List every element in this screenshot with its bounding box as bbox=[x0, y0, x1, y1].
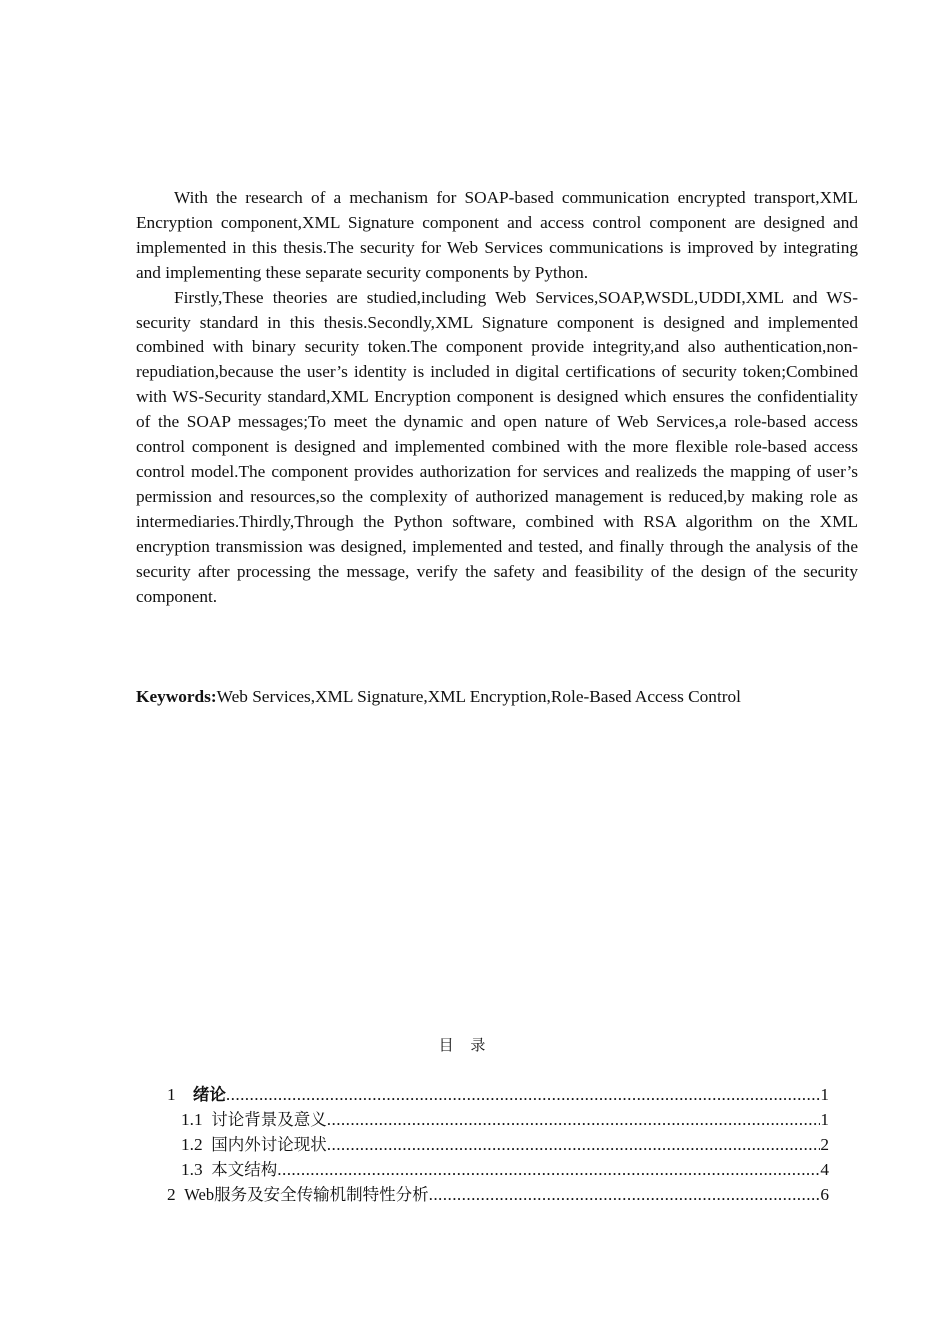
toc-leader-dots bbox=[327, 1132, 821, 1157]
toc-leader-dots bbox=[327, 1107, 821, 1132]
toc-entry-number: 1.3 bbox=[181, 1160, 212, 1179]
toc-entry-page: 6 bbox=[820, 1185, 829, 1204]
toc-entry-number: 1 bbox=[167, 1085, 193, 1104]
toc-entry-page: 4 bbox=[820, 1160, 829, 1179]
abstract bbox=[136, 186, 858, 609]
toc-leader-dots bbox=[429, 1182, 821, 1207]
keywords-line bbox=[136, 685, 858, 710]
toc-entry-1-3[interactable] bbox=[181, 1157, 829, 1182]
abstract-paragraph-1: With the research of a mechanism for SOAP-based communication encrypted transport,XML Encryption component,XML Signature component and access control component are designed and implemented in this thesis.The security for Web Services communications is improved by integrating and implementing these separate security components by Python. bbox=[136, 188, 858, 282]
toc-entry-label: 国内外讨论现状 bbox=[211, 1135, 327, 1154]
toc-entry-label-cjk: 服务及安全传输机制特性分析 bbox=[214, 1185, 429, 1204]
toc-entry-label: 讨论背景及意义 bbox=[211, 1110, 327, 1129]
toc-title: 目 录 bbox=[438, 1036, 492, 1054]
toc-entry-number: 1.1 bbox=[181, 1110, 212, 1129]
toc-entry-label bbox=[184, 1182, 428, 1207]
toc-entry-page: 2 bbox=[820, 1135, 829, 1154]
toc-entry-label: 绪论 bbox=[192, 1085, 226, 1104]
keywords-label: Keywords: bbox=[136, 687, 217, 706]
toc-leader-dots bbox=[226, 1082, 820, 1107]
toc-entry-page: 1 bbox=[820, 1110, 829, 1129]
toc-entry-page: 1 bbox=[820, 1085, 829, 1104]
toc-entry-number: 1.2 bbox=[181, 1135, 212, 1154]
toc-entry-2[interactable] bbox=[167, 1182, 829, 1207]
toc-entry-number: 2 bbox=[167, 1185, 185, 1204]
toc-entry-1-1[interactable] bbox=[181, 1107, 829, 1132]
toc-entry-label: 本文结构 bbox=[211, 1160, 278, 1179]
keywords-text: Web Services,XML Signature,XML Encryption,Role-Based Access Control bbox=[216, 687, 741, 706]
abstract-paragraph-2: Firstly,These theories are studied,including Web Services,SOAP,WSDL,UDDI,XML and WS-security standard in this thesis.Secondly,XML Signature component is designed and implemented combined with binary security token.The component provide integrity,and also authentication,non-repudiation,because the user’s identity is included in digital certifications of security token;Combined with WS-Security standard,XML Encryption component is designed which ensures the confidentiality of the SOAP messages;To meet the dynamic and open nature of Web Services,a role-based access control component is designed and implemented combined with the more flexible role-based access control model.The component provides authorization for services and realizeds the mapping of user’s permission and resources,so the complexity of authorized management is reduced,by making role as intermediaries.Thirdly,Through the Python software, combined with RSA algorithm on the XML encryption transmission was designed, implemented and tested, and finally through the analysis of the security after processing the message, verify the safety and feasibility of the design of the security component. bbox=[136, 287, 858, 606]
toc-entry-label-latin: Web bbox=[184, 1185, 215, 1204]
toc-leader-dots bbox=[277, 1157, 820, 1182]
toc-entry-1[interactable] bbox=[167, 1082, 829, 1107]
toc-entry-1-2[interactable] bbox=[181, 1132, 829, 1157]
